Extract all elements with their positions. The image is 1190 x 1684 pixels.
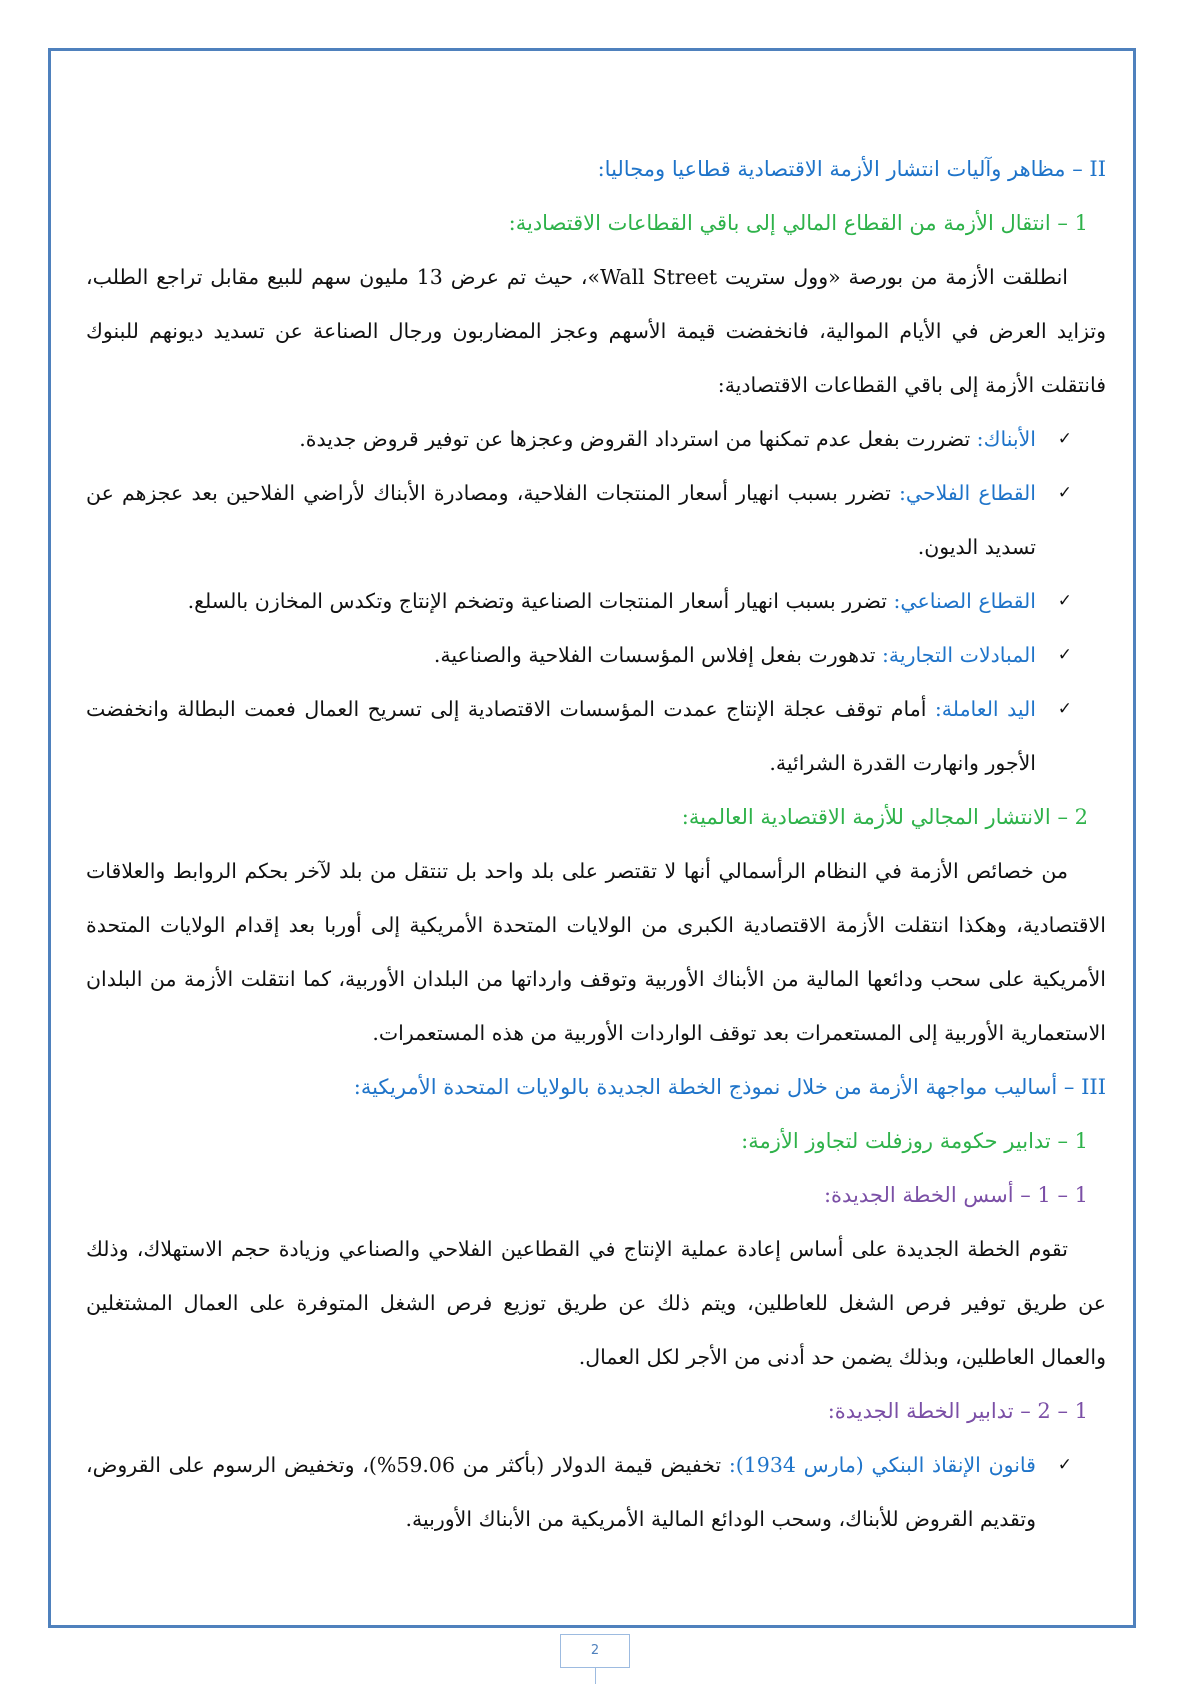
list-item-term: الأبناك:	[976, 427, 1036, 451]
document-body	[86, 142, 1106, 1546]
page-number: 2	[560, 1634, 630, 1668]
list-item-term: المبادلات التجارية:	[882, 643, 1036, 667]
list-item	[86, 1438, 1106, 1546]
page-number-tick	[595, 1668, 596, 1684]
check-icon: ✓	[1057, 591, 1072, 611]
list-item	[86, 628, 1106, 682]
section-3-1-1-heading: 1 – 1 – أسس الخطة الجديدة:	[823, 1183, 1088, 1207]
section-3-1-1-paragraph: تقوم الخطة الجديدة على أساس إعادة عملية الإنتاج في القطاعين الفلاحي والصناعي وزيادة حجم الاستهلاك، وذلك عن طريق توفير فرص الشغل للعاطلين، ويتم ذلك عن طريق توزيع فرص الشغل المتوفرة على العمال المشتغلين والعمال العاطلين، وبذلك يضمن حد أدنى من الأجر لكل العمال.	[86, 1237, 1106, 1369]
check-icon: ✓	[1057, 645, 1072, 665]
list-item	[86, 412, 1106, 466]
list-item-text: أمام توقف عجلة الإنتاج عمدت المؤسسات الاقتصادية إلى تسريح العمال فعمت البطالة وانخفضت الأجور وانهارت القدرة الشرائية.	[86, 697, 1036, 775]
list-item-text: تضرر بسبب انهيار أسعار المنتجات الصناعية وتضخم الإنتاج وتكدس المخازن بالسلع.	[187, 589, 894, 613]
list-item-term: القطاع الصناعي:	[893, 589, 1036, 613]
section-3-heading: III – أساليب مواجهة الأزمة من خلال نموذج الخطة الجديدة بالولايات المتحدة الأمريكية:	[353, 1075, 1106, 1099]
measures-list	[86, 1438, 1106, 1546]
sectors-list	[86, 412, 1106, 790]
section-2-2-heading: 2 – الانتشار المجالي للأزمة الاقتصادية العالمية:	[681, 805, 1088, 829]
list-item-term: القطاع الفلاحي:	[898, 481, 1037, 505]
list-item-term: اليد العاملة:	[934, 697, 1036, 721]
list-item-text: تضرر بسبب انهيار أسعار المنتجات الفلاحية، ومصادرة الأبناك لأراضي الفلاحين بعد عجزهم عن تسديد الديون.	[86, 481, 1036, 559]
section-2-2-paragraph: من خصائص الأزمة في النظام الرأسمالي أنها لا تقتصر على بلد واحد بل تنتقل من بلد لآخر بحكم الروابط والعلاقات الاقتصادية، وهكذا انتقلت الأزمة الاقتصادية الكبرى من الولايات المتحدة الأمريكية إلى أوربا بعد إقدام الولايات المتحدة الأمريكية على سحب ودائعها المالية من الأبناك الأوربية وتوقف وارداتها من البلدان الأوربية، كما انتقلت الأزمة من البلدان الاستعمارية الأوربية إلى المستعمرات بعد توقف الواردات الأوربية من هذه المستعمرات.	[86, 859, 1106, 1045]
section-2-heading: II – مظاهر وآليات انتشار الأزمة الاقتصادية قطاعيا ومجاليا:	[597, 157, 1106, 181]
section-3-1-heading: 1 – تدابير حكومة روزفلت لتجاوز الأزمة:	[741, 1129, 1088, 1153]
section-2-1-heading: 1 – انتقال الأزمة من القطاع المالي إلى باقي القطاعات الاقتصادية:	[508, 211, 1088, 235]
list-item	[86, 574, 1106, 628]
list-item	[86, 466, 1106, 574]
list-item-text: تضررت بفعل عدم تمكنها من استرداد القروض وعجزها عن توفير قروض جديدة.	[299, 427, 977, 451]
list-item-term: قانون الإنقاذ البنكي (مارس 1934):	[728, 1453, 1036, 1477]
check-icon: ✓	[1057, 1455, 1072, 1475]
section-2-1-paragraph: انطلقت الأزمة من بورصة «وول ستريت Wall Street»، حيث تم عرض 13 مليون سهم للبيع مقابل تراجع الطلب، وتزايد العرض في الأيام الموالية، فانخفضت قيمة الأسهم وعجز المضاربون ورجال الصناعة عن تسديد ديونهم للبنوك فانتقلت الأزمة إلى باقي القطاعات الاقتصادية:	[86, 265, 1106, 397]
list-item-text: تدهورت بفعل إفلاس المؤسسات الفلاحية والصناعية.	[433, 643, 883, 667]
section-3-1-2-heading: 1 – 2 – تدابير الخطة الجديدة:	[827, 1399, 1088, 1423]
check-icon: ✓	[1057, 483, 1072, 503]
check-icon: ✓	[1057, 429, 1072, 449]
check-icon: ✓	[1057, 699, 1072, 719]
list-item-text: تخفيض قيمة الدولار (بأكثر من 59.06%)، وتخفيض الرسوم على القروض، وتقديم القروض للأبناك، وسحب الودائع المالية الأمريكية من الأبناك الأوربية.	[86, 1453, 1036, 1531]
list-item	[86, 682, 1106, 790]
